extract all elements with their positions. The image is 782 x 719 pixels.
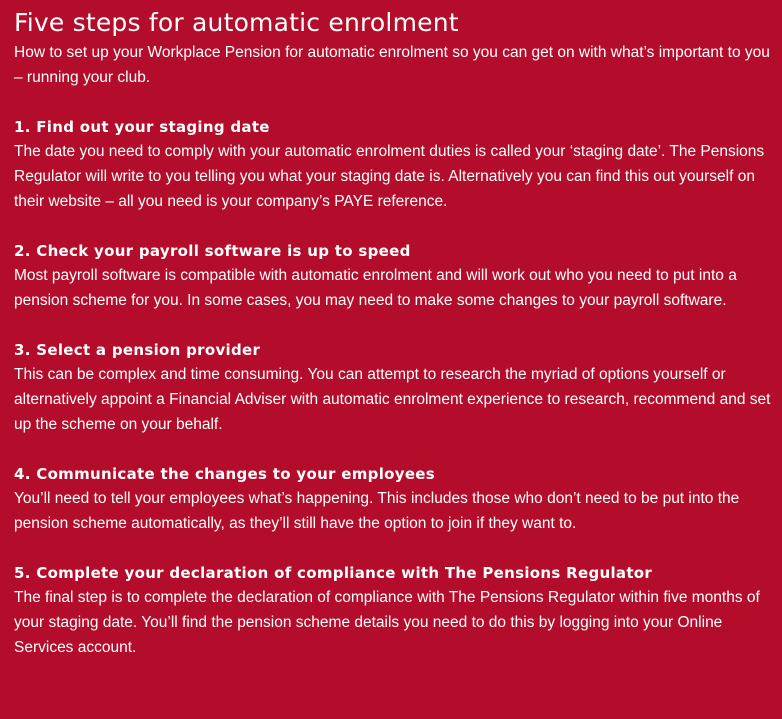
step-heading: 1. Find out your staging date [14,118,270,136]
step-heading: 3. Select a pension provider [14,341,261,359]
step-heading: 4. Communicate the changes to your employees [14,465,436,483]
info-panel [14,6,774,660]
step-heading: 5. Complete your declaration of compliance with The Pensions Regulator [14,564,653,582]
step-body: The final step is to complete the declaration of compliance with The Pensions Regulator within five months of your staging date. You’ll find the pension scheme details you need to do this by logging into your Online Services account. [14,589,760,656]
step-body: Most payroll software is compatible with automatic enrolment and will work out who you need to put into a pension scheme for you. In some cases, you may need to make some changes to your payroll software. [14,267,737,309]
step-body: This can be complex and time consuming. You can attempt to research the myriad of options yourself or alternatively appoint a Financial Adviser with automatic enrolment experience to research, recommend and set up the scheme on your behalf. [14,366,771,433]
step-5 [14,561,774,660]
intro-text: How to set up your Workplace Pension for automatic enrolment so you can get on with what’s important to you – running your club. [14,44,770,86]
step-body: You’ll need to tell your employees what’s happening. This includes those who don’t need to be put into the pension scheme automatically, as they’ll still have the option to join if they want to. [14,490,740,532]
step-1 [14,115,774,214]
step-heading: 2. Check your payroll software is up to speed [14,242,411,260]
step-body: The date you need to comply with your automatic enrolment duties is called your ‘staging date’. The Pensions Regulator will write to you telling you what your staging date is. Alternatively you can find this out yourself on their website – all you need is your company’s PAYE reference. [14,143,765,210]
step-3 [14,338,774,437]
step-2 [14,239,774,313]
step-4 [14,462,774,536]
page-title: Five steps for automatic enrolment [14,8,459,37]
